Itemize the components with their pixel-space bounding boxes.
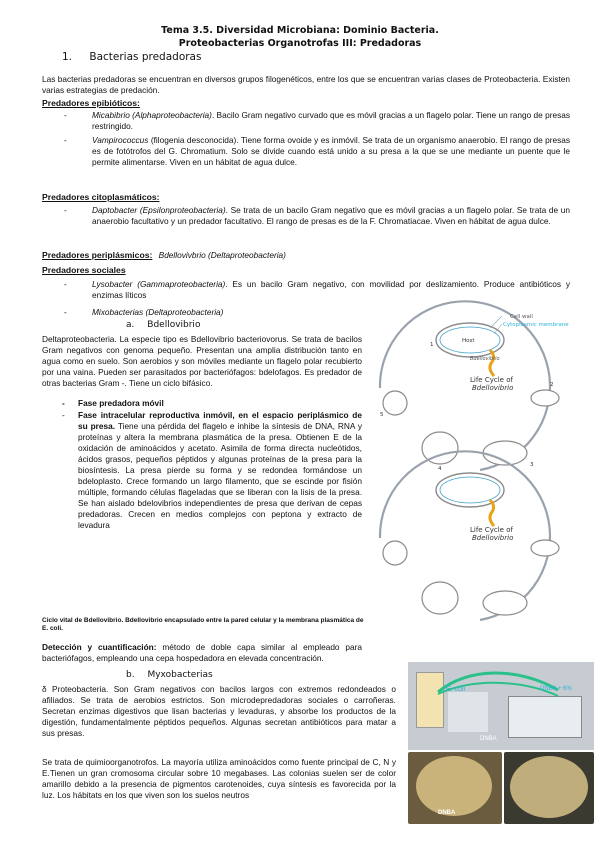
step-label: 3	[530, 462, 534, 468]
bdellovibrio-label: Bdellovibrio	[470, 356, 500, 362]
dnba-tube-label: DNBA	[480, 736, 497, 742]
organism-name: Daptobacter	[92, 205, 138, 215]
subsection-label: a.	[126, 320, 135, 330]
organism-name: Lysobacter	[92, 279, 133, 289]
bullet-dash: -	[64, 279, 67, 289]
figure-caption: Ciclo vital de Bdellovibrio. Bdellovibrio encapsulado entre la pared celular y la membrana plasmática de E. coli.	[42, 617, 364, 632]
epibiotic-item-2	[64, 135, 571, 168]
organism-name: Vampirococcus	[92, 135, 149, 145]
organism-taxon: (Deltaproteobacteria)	[145, 307, 224, 317]
organism-taxon: (Epsilonproteobacteria)	[139, 205, 226, 215]
social-item-2	[64, 307, 392, 318]
step-label: 2	[550, 382, 554, 388]
plate-label: DNBA	[438, 810, 456, 816]
phase-1	[62, 398, 362, 409]
phase-text: Tiene una pérdida del flagelo e inhibe la síntesis de DNA, RNA y proteínas y altera la membrana plasmática de la presa. Obtienen E de la oxidación de aminoácidos y acetato. Asimila de forma directa nucleótidos, ácidos grasos, pequeños péptidos y algunas proteínas de la presa para la biosíntesis. La presa pierde su forma y se redondea formándose un bdeloplasto. Crece formando un largo filamento, que se escinde por fisión múltiple, formando células flageladas que se liberan con la lisis de la presa. Se han aislado bdelovibrios independientes de presa que derivan de cepas predadoras. Crecen en medios complejos con peptona y extracto de levadura	[78, 421, 362, 530]
phase-title: Fase predadora móvil	[78, 398, 164, 408]
organism-taxon: (Alphaproteobacteria)	[132, 110, 212, 120]
bullet-dash: -	[62, 410, 65, 420]
organism-taxon: (Gammaproteobacteria)	[137, 279, 226, 289]
organism-text: . Bacilo Gram negativo curvado que es móvil gracias a un flagelo polar. Tiene un rango de presas restringido.	[92, 110, 570, 131]
bdellovibrio-paragraph: Deltaproteobacteria. La especie tipo es Bdellovibrio bacteriovorus. Se trata de bacilos Gram negativos con genoma pequeño. Presentan una amplia distribución tanto en agua como en suelo. Son aerobios y son móviles mediante un flagelo polar recubierto por una vaina. Pueden ser parasitados por bacteriófagos: bdelofagos. Es predador de otras bacterias Gram -. Tiene un ciclo bifásico.	[42, 334, 362, 388]
organism-name: Mixobacterias	[92, 307, 144, 317]
section-1-heading	[62, 51, 201, 63]
ecoli-label: E. coli	[446, 686, 466, 693]
colony-icon	[510, 756, 588, 818]
bullet-dash: -	[64, 110, 67, 120]
periplasmic-heading: Predadores periplásmicos:	[42, 250, 153, 260]
subsection-b-heading	[126, 670, 213, 680]
detection-paragraph	[42, 642, 362, 664]
cytoplasmic-item-1	[64, 205, 571, 227]
subsection-title: Bdellovibrio	[147, 320, 201, 330]
periplasmic-value: Bdellovivbrio (Deltaproteobacteria)	[158, 250, 286, 260]
bullet-dash: -	[64, 307, 67, 317]
cytoplasmic-membrane-label: Cytoplasmic membrane	[503, 322, 569, 328]
cycle-title-1: Life Cycle of	[470, 376, 513, 384]
cycle-title-1: Life Cycle of	[470, 526, 513, 534]
cytoplasmic-heading: Predadores citoplasmáticos:	[42, 192, 160, 202]
dnba-plate-photo	[408, 752, 502, 824]
detection-label: Detección y cuantificación:	[42, 642, 157, 652]
life-cycle-diagram-top	[380, 301, 569, 472]
plate-icon	[416, 756, 492, 816]
bullet-dash: -	[64, 135, 67, 145]
detection-text: método de doble capa similar al empleado para bacteriófagos, empleando una cepa hospedadora en elevada concentración.	[42, 642, 363, 663]
myxobacteria-paragraph-2: Se trata de quimioorganotrofos. La mayoría utiliza aminoácidos como fuente principal de C, N y E.Tienen un gran cromosoma circular sobre 10 megabases. Las colonias suelen ser de color amarillo debido a la presencia de pigmentos carotenoides, cuya síntesis es favorecida por la luz. Los hábitats en los que viven son los suelos neutros	[42, 757, 396, 800]
bullet-dash: -	[64, 205, 67, 215]
title-line-2: Proteobacterias Organotrofas III: Predadoras	[178, 38, 422, 49]
organism-text: . Tiene forma ovoide y es inmóvil. Se trata de un organismo anaerobio. El rango de presas es de fotótrofos del G. Chromatium. Solo se divide cuando está unido a su presa a la que se une mediante un puente que le permite alimentarse. Viven en un hábitat de agua dulce.	[92, 135, 571, 167]
bdellovibrio-life-cycle-figure	[370, 298, 585, 628]
step-label: 4	[438, 466, 442, 472]
subsection-a-heading	[126, 320, 200, 330]
colony-plate-photo	[504, 752, 594, 824]
dnba-percent-label: DNBA + 6%	[540, 686, 572, 692]
step-label: 1	[430, 342, 434, 348]
host-label: Host	[462, 338, 475, 344]
myxobacteria-culture-photo	[408, 662, 594, 750]
phase-title: Fase intracelular reproductiva inmóvil, en el espacio periplásmico de su presa.	[78, 410, 362, 431]
section-number: 1.	[62, 51, 73, 63]
organism-text: . Se trata de un bacilo Gram negativo que es móvil gracias a un flagelo polar. Se trata de un anaerobio facultativo y un predador facultativo. El rango de presas es de la F. Chromatiacae. Viven en hábitat de agua dulce.	[92, 205, 571, 226]
phase-2	[62, 410, 362, 531]
epibiotic-item-1	[64, 110, 570, 132]
myxobacteria-paragraph-1: δ Proteobacteria. Son Gram negativos con bacilos largos con extremos redondeados o afiliados. Se trata de aerobios estrictos. Son microdepredadoras sociales o carroñeras. Secretan enzimas digestivos que lisan bacterias y levaduras, y absorbe los productos de la digestión, fundamentalmente péptidos pequeños. Algunas secretan antibióticos para matar a sus presas.	[42, 684, 396, 738]
periplasmic-line	[42, 250, 286, 260]
life-cycle-diagram-bottom	[380, 451, 559, 620]
organism-name: Micabibrio	[92, 110, 130, 120]
cycle-title-2: Bdellovibrio	[472, 384, 514, 392]
title-line-1: Tema 3.5. Diversidad Microbiana: Dominio Bacteria.	[161, 25, 439, 36]
organism-text: . Es un bacilo Gram negativo, con movilidad por deslizamiento. Produce antibióticos y enzimas líticos	[92, 279, 570, 300]
section-title: Bacterias predadoras	[89, 51, 202, 63]
bullet-dash: -	[62, 398, 65, 408]
social-heading: Predadores sociales	[42, 265, 126, 275]
step-label: 5	[380, 412, 384, 418]
cycle-title-2: Bdellovibrio	[472, 534, 514, 542]
cell-wall-label: Cell wall	[510, 314, 533, 320]
subsection-title: Myxobacterias	[147, 670, 213, 680]
organism-taxon: (filogenia desconocida)	[150, 135, 237, 145]
subsection-label: b.	[126, 670, 135, 680]
intro-paragraph: Las bacterias predadoras se encuentran en diversos grupos filogenéticos, entre los que se encuentran varias clases de Proteobacteria. Existen varias estrategias de predación.	[42, 74, 570, 95]
epibiotic-heading: Predadores epibióticos:	[42, 98, 140, 108]
